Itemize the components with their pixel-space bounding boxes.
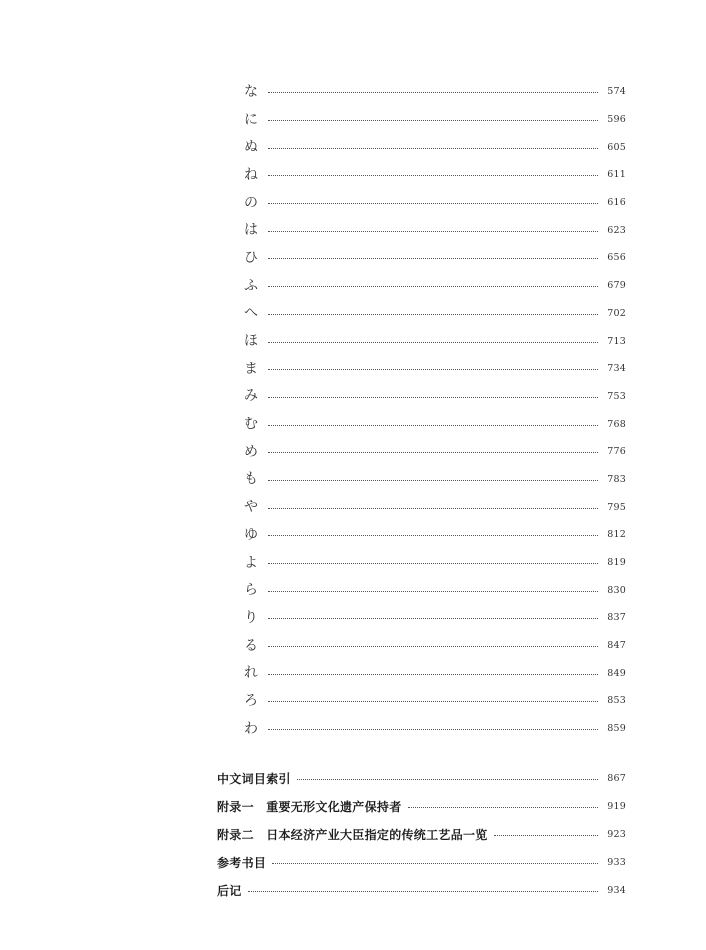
dot-leader bbox=[268, 425, 598, 426]
toc-section-entry[interactable] bbox=[217, 764, 626, 792]
toc-kana-entry[interactable] bbox=[244, 659, 626, 687]
dot-leader bbox=[268, 701, 598, 702]
toc-section-entry[interactable] bbox=[217, 848, 626, 876]
kana-heading: に bbox=[244, 111, 258, 128]
toc-kana-entry[interactable] bbox=[244, 161, 626, 189]
dot-leader bbox=[408, 807, 598, 808]
kana-heading: ま bbox=[244, 360, 258, 377]
toc-kana-entry[interactable] bbox=[244, 272, 626, 300]
kana-heading: ぬ bbox=[244, 139, 258, 156]
page-number: 623 bbox=[607, 224, 626, 236]
toc-kana-entry[interactable] bbox=[244, 576, 626, 604]
kana-heading: ゆ bbox=[244, 526, 258, 543]
kana-heading: ろ bbox=[244, 692, 258, 709]
dot-leader bbox=[268, 674, 598, 675]
dot-leader bbox=[268, 203, 598, 204]
kana-heading: ほ bbox=[244, 333, 258, 350]
kana-heading: の bbox=[244, 194, 258, 211]
page-number: 783 bbox=[607, 473, 626, 485]
page-number: 776 bbox=[607, 446, 626, 458]
page-number: 812 bbox=[607, 529, 626, 541]
kana-heading: わ bbox=[244, 720, 258, 737]
kana-heading: は bbox=[244, 222, 258, 239]
toc-section-entry[interactable] bbox=[217, 876, 626, 904]
toc-kana-entry[interactable] bbox=[244, 355, 626, 383]
kana-heading: る bbox=[244, 637, 258, 654]
page-number: 616 bbox=[607, 197, 626, 209]
toc-kana-entry[interactable] bbox=[244, 106, 626, 134]
page-number: 679 bbox=[607, 280, 626, 292]
toc-kana-entry[interactable] bbox=[244, 327, 626, 355]
toc-kana-entry[interactable] bbox=[244, 383, 626, 411]
dot-leader bbox=[268, 258, 598, 259]
toc-kana-entry[interactable] bbox=[244, 632, 626, 660]
dot-leader bbox=[268, 480, 598, 481]
dot-leader bbox=[268, 508, 598, 509]
page-number: 611 bbox=[607, 169, 626, 181]
toc-kana-entry[interactable] bbox=[244, 244, 626, 272]
toc-kana-entry[interactable] bbox=[244, 549, 626, 577]
page-number: 596 bbox=[607, 114, 626, 126]
dot-leader bbox=[268, 535, 598, 536]
kana-index-list bbox=[244, 78, 626, 743]
page-number: 713 bbox=[607, 335, 626, 347]
section-title: 后记 bbox=[217, 883, 242, 898]
page-number: 656 bbox=[607, 252, 626, 264]
toc-kana-entry[interactable] bbox=[244, 189, 626, 217]
page-number: 847 bbox=[607, 640, 626, 652]
kana-heading: も bbox=[244, 471, 258, 488]
page-number: 702 bbox=[607, 307, 626, 319]
dot-leader bbox=[297, 779, 598, 780]
kana-heading: よ bbox=[244, 554, 258, 571]
page-number: 819 bbox=[607, 557, 626, 569]
page-number: 923 bbox=[607, 828, 626, 840]
dot-leader bbox=[268, 563, 598, 564]
dot-leader bbox=[268, 452, 598, 453]
toc-section-entry[interactable] bbox=[217, 820, 626, 848]
dot-leader bbox=[268, 342, 598, 343]
page-number: 753 bbox=[607, 390, 626, 402]
page-number: 574 bbox=[607, 86, 626, 98]
kana-heading: み bbox=[244, 388, 258, 405]
dot-leader bbox=[272, 863, 598, 864]
kana-heading: む bbox=[244, 416, 258, 433]
toc-kana-entry[interactable] bbox=[244, 604, 626, 632]
section-title: 参考书目 bbox=[217, 855, 267, 870]
page-number: 795 bbox=[607, 501, 626, 513]
kana-heading: ら bbox=[244, 582, 258, 599]
page-number: 867 bbox=[607, 772, 626, 784]
toc-kana-entry[interactable] bbox=[244, 715, 626, 743]
kana-heading: な bbox=[244, 83, 258, 100]
section-title: 中文词目索引 bbox=[217, 771, 291, 786]
page-number: 734 bbox=[607, 363, 626, 375]
toc-kana-entry[interactable] bbox=[244, 687, 626, 715]
page-number: 837 bbox=[607, 612, 626, 624]
toc-kana-entry[interactable] bbox=[244, 300, 626, 328]
toc-kana-entry[interactable] bbox=[244, 438, 626, 466]
toc-kana-entry[interactable] bbox=[244, 78, 626, 106]
toc-section-entry[interactable] bbox=[217, 792, 626, 820]
dot-leader bbox=[268, 397, 598, 398]
dot-leader bbox=[268, 618, 598, 619]
toc-kana-entry[interactable] bbox=[244, 466, 626, 494]
page-number: 830 bbox=[607, 584, 626, 596]
dot-leader bbox=[268, 175, 598, 176]
dot-leader bbox=[268, 369, 598, 370]
page-number: 934 bbox=[607, 884, 626, 896]
dot-leader bbox=[268, 646, 598, 647]
dot-leader bbox=[268, 92, 598, 93]
dot-leader bbox=[268, 314, 598, 315]
kana-heading: ふ bbox=[244, 277, 258, 294]
kana-heading: ね bbox=[244, 166, 258, 183]
dot-leader bbox=[268, 591, 598, 592]
kana-heading: り bbox=[244, 609, 258, 626]
dot-leader bbox=[268, 148, 598, 149]
dot-leader bbox=[268, 286, 598, 287]
page-number: 859 bbox=[607, 723, 626, 735]
kana-heading: へ bbox=[244, 305, 258, 322]
section-title: 附录二 日本经济产业大臣指定的传统工艺品一览 bbox=[217, 827, 488, 842]
dot-leader bbox=[248, 891, 598, 892]
dot-leader bbox=[268, 231, 598, 232]
section-title: 附录一 重要无形文化遗产保持者 bbox=[217, 799, 402, 814]
toc-kana-entry[interactable] bbox=[244, 133, 626, 161]
kana-heading: め bbox=[244, 443, 258, 460]
page-number: 933 bbox=[607, 856, 626, 868]
kana-heading: ひ bbox=[244, 249, 258, 266]
toc-kana-entry[interactable] bbox=[244, 493, 626, 521]
page-number: 768 bbox=[607, 418, 626, 430]
page-number: 853 bbox=[607, 695, 626, 707]
kana-heading: れ bbox=[244, 665, 258, 682]
page-number: 605 bbox=[607, 141, 626, 153]
page-number: 919 bbox=[607, 800, 626, 812]
toc-kana-entry[interactable] bbox=[244, 521, 626, 549]
kana-heading: や bbox=[244, 499, 258, 516]
page-number: 849 bbox=[607, 667, 626, 679]
dot-leader bbox=[268, 729, 598, 730]
toc-kana-entry[interactable] bbox=[244, 216, 626, 244]
toc-kana-entry[interactable] bbox=[244, 410, 626, 438]
dot-leader bbox=[268, 120, 598, 121]
appendix-list bbox=[217, 764, 626, 904]
dot-leader bbox=[494, 835, 598, 836]
